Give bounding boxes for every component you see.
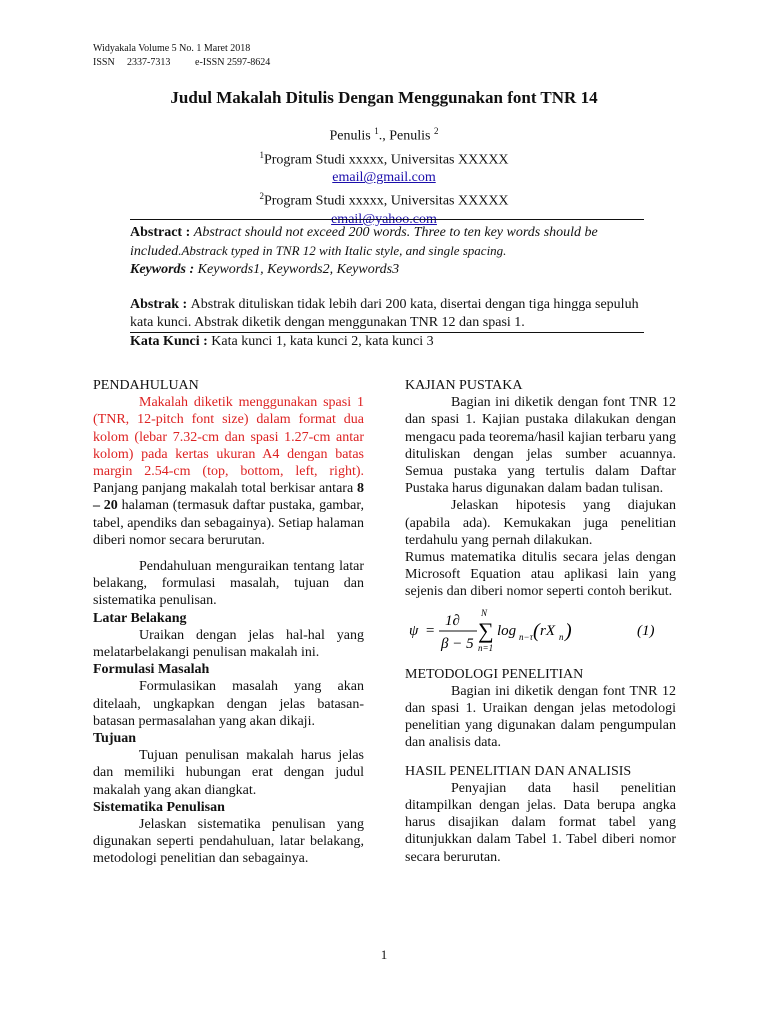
right-column <box>405 377 676 866</box>
email-2-link[interactable]: email@yahoo.com <box>331 211 437 227</box>
paragraph-formulasi-masalah: Formulasikan masalah yang akan ditelaah, ungkapkan dengan jelas batasan-batasan permasalahan yang akan dikaji. <box>93 679 364 729</box>
affiliation-2 <box>0 187 768 211</box>
issn-line <box>93 56 270 70</box>
heading-metodologi: METODOLOGI PENELITIAN <box>405 666 584 682</box>
intro-red-text: Makalah diketik menggunakan spasi 1 (TNR, 12-pitch font size) dalam format dua kolom (lebar 7.32-cm dan spasi 1.27-cm antar kolom) pada kertas ukuran A4 dengan batas margin 2.54-cm (top, bottom, left, right). <box>93 395 364 480</box>
affiliation-1-sup: 1 <box>259 149 264 160</box>
paragraph-latar-belakang: Uraikan dengan jelas hal-hal yang melatarbelakangi penulisan makalah ini. <box>93 627 364 661</box>
paragraph-metodologi: Bagian ini diketik dengan font TNR 12 dan spasi 1. Uraikan dengan jelas metodologi penelitian yang digunakan dalam pengumpulan dan analisis data. <box>405 683 676 751</box>
email-1-link[interactable]: email@gmail.com <box>332 170 436 186</box>
running-header <box>93 42 270 70</box>
abstract-en-label: Abstract : <box>130 225 194 240</box>
abstract-id-label: Abstrak : <box>130 297 191 312</box>
heading-kajian-pustaka: KAJIAN PUSTAKA <box>405 378 523 393</box>
author-2-sup: 2 <box>433 126 439 136</box>
affiliation-1 <box>0 146 768 170</box>
heading-formulasi-masalah: Formulasi Masalah <box>93 662 210 678</box>
paper-title: Judul Makalah Ditulis Dengan Menggunakan font TNR 14 <box>170 88 598 107</box>
equation-log-subscript: n−τ <box>519 631 533 642</box>
abstract-box <box>130 219 644 351</box>
keywords-id <box>130 333 644 351</box>
heading-tujuan: Tujuan <box>93 731 137 747</box>
issn-number: 2337-7313 <box>127 57 171 68</box>
author-names <box>0 122 768 146</box>
heading-pendahuluan: PENDAHULUAN <box>93 378 199 393</box>
abstract-en-text-b: .Abstrack typed in TNR 12 with Italic style, and single spacing. <box>178 243 507 258</box>
equation-psi: ψ <box>409 622 419 639</box>
paragraph-kajian-1: Bagian ini diketik dengan font TNR 12 dan spasi 1. Kajian pustaka dilakukan dengan mengacu pada teorema/hasil kajian terbaru yang dituliskan dengan jelas sumber acuannya. Semua pustaka yang tertulis dalam Daftar Pustaka harus digunakan dalam badan tulisan. <box>405 395 676 497</box>
journal-name: Widyakala Volume 5 No. 1 Maret 2018 <box>93 43 251 54</box>
paragraph-intro <box>93 394 364 549</box>
issn-label: ISSN <box>93 57 115 68</box>
affiliation-2-sup: 2 <box>259 191 264 202</box>
equation-argument-subscript: n <box>559 631 564 642</box>
affiliation-2-text: Program Studi xxxxx, Universitas XXXXX <box>263 193 509 209</box>
author-2: ., Penulis <box>378 128 434 144</box>
paragraph-pendahuluan: Pendahuluan menguraikan tentang latar belakang, formulasi masalah, tujuan dan sistematika penulisan. <box>93 559 364 609</box>
page-number: 1 <box>380 947 388 962</box>
author-block <box>0 122 768 229</box>
paragraph-kajian-2: Jelaskan hipotesis yang diajukan (apabila ada). Kemukakan juga penelitian terdahulu yang pernah dilakukan. <box>405 498 676 548</box>
abstract-en-text-a: Abstract should not exceed 200 words. Three to ten key words should be included <box>130 225 598 259</box>
keywords-en-text: Keywords1, Keywords2, Keywords3 <box>197 262 400 277</box>
paragraph-hasil: Penyajian data hasil penelitian ditampilkan dengan jelas. Data berupa angka harus disajikan dalam format tabel yang ditunjukkan dalam Tabel 1. Tabel diberi nomor secara berurutan. <box>405 780 676 865</box>
equation-denominator: β − 5 <box>441 635 474 652</box>
heading-latar-belakang: Latar Belakang <box>93 610 187 626</box>
keywords-en <box>130 261 644 279</box>
paragraph-kajian-3: Rumus matematika ditulis secara jelas dengan Microsoft Equation atau aplikasi lain yang sejenis dan diberi nomor seperti contoh berikut. <box>405 550 676 600</box>
intro-page-range: 8 – 20 <box>93 481 364 514</box>
equation-graphic <box>405 607 676 657</box>
equation-paren-close: ) <box>565 619 572 642</box>
equation-sum-lower: n=1 <box>478 642 494 653</box>
keywords-id-label: Kata Kunci : <box>130 334 212 349</box>
heading-hasil: HASIL PENELITIAN DAN ANALISIS <box>405 763 632 779</box>
author-1: Penulis <box>329 128 375 144</box>
affiliation-1-text: Program Studi xxxxx, Universitas XXXXX <box>263 152 509 168</box>
equation-paren-open: ( <box>533 619 540 642</box>
intro-text-a: Panjang panjang makalah total berkisar antara <box>93 481 357 497</box>
equation-numerator: 1∂ <box>445 612 460 629</box>
equation-argument: rX <box>540 622 555 639</box>
abstract-id-text: Abstrak dituliskan tidak lebih dari 200 kata, disertai dengan tiga hingga sepuluh kata kunci. Abstrak diketik dengan menggunakan TNR 12 dan spasi 1. <box>130 297 639 330</box>
equation-sum-sign: ∑ <box>478 617 494 643</box>
keywords-id-text: Kata kunci 1, kata kunci 2, kata kunci 3 <box>211 334 434 349</box>
intro-text-b: halaman (termasuk daftar pustaka, gambar, tabel, apendiks dan sebagainya). Setiap halaman diberi nomor secara berurutan. <box>93 498 364 548</box>
left-column <box>93 377 364 868</box>
heading-sistematika: Sistematika Penulisan <box>93 799 225 815</box>
equation-number: (1) <box>637 622 655 639</box>
abstract-en <box>130 220 644 261</box>
author-1-sup: 1 <box>374 126 379 136</box>
paragraph-tujuan: Tujuan penulisan makalah harus jelas dan memiliki hubungan erat dengan judul makalah yang akan diangkat. <box>93 748 364 798</box>
equation-1 <box>405 607 676 657</box>
eissn-number: e-ISSN 2597-8624 <box>195 57 271 68</box>
paragraph-sistematika: Jelaskan sistematika penulisan yang digunakan seperti pendahuluan, latar belakang, metodologi penelitian dan sebagainya. <box>93 817 364 867</box>
equation-equals: = <box>425 622 436 639</box>
equation-sum-upper: N <box>481 607 488 618</box>
equation-log: log <box>497 622 517 639</box>
abstract-id <box>130 296 644 332</box>
keywords-en-label: Keywords : <box>130 262 198 277</box>
